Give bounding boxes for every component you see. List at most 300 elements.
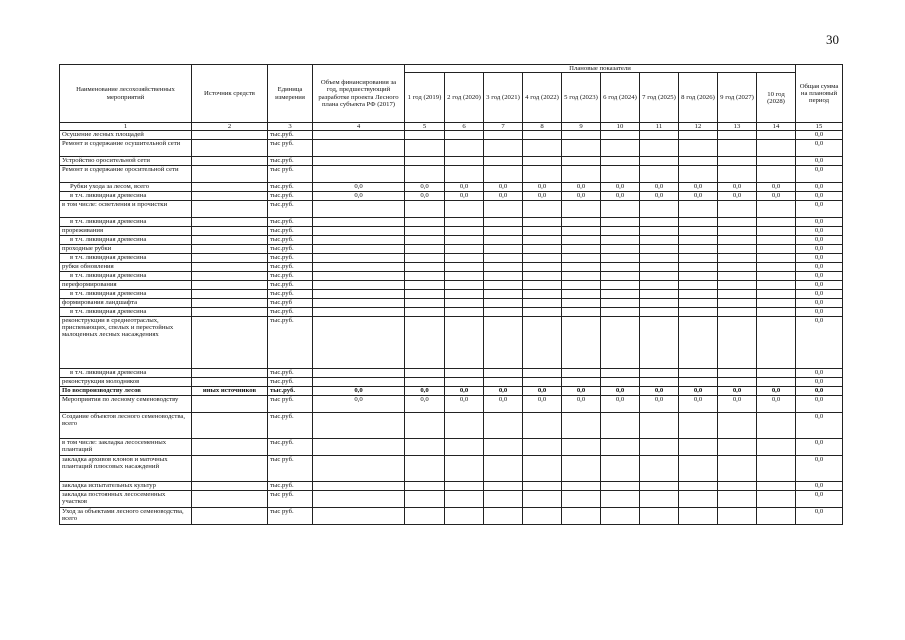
total-value: 0,0 (796, 166, 843, 183)
year-value (445, 369, 484, 378)
year-value (640, 254, 679, 263)
table-row (60, 369, 843, 378)
column-number: 4 (313, 123, 405, 131)
unit-cell: тыс.руб. (268, 317, 313, 369)
year-value (405, 263, 445, 272)
unit-cell: тыс.руб. (268, 281, 313, 290)
base-volume (313, 369, 405, 378)
activity-name: Рубки ухода за лесом, всего (60, 183, 192, 192)
total-value: 0,0 (796, 396, 843, 413)
base-volume (313, 201, 405, 218)
year-value (445, 254, 484, 263)
table-row (60, 192, 843, 201)
unit-cell: тыс.руб. (268, 272, 313, 281)
unit-cell: тыс.руб. (268, 387, 313, 396)
year-value (405, 236, 445, 245)
year-value (757, 456, 796, 482)
year-value (718, 456, 757, 482)
year-value (679, 236, 718, 245)
year-value (718, 254, 757, 263)
table-row (60, 378, 843, 387)
total-value: 0,0 (796, 218, 843, 227)
year-value (445, 236, 484, 245)
table-row (60, 299, 843, 308)
total-value: 0,0 (796, 299, 843, 308)
total-value: 0,0 (796, 183, 843, 192)
year-value (640, 157, 679, 166)
unit-cell: тыс.руб. (268, 157, 313, 166)
table-row (60, 290, 843, 299)
table-row (60, 183, 843, 192)
activity-name: реконструкции в среднеотраслых, приспевающих, спелых и перестойных малоценных лесных насаждениях (60, 317, 192, 369)
funding-source (192, 369, 268, 378)
total-value: 0,0 (796, 281, 843, 290)
table-row (60, 157, 843, 166)
unit-cell: тыс.руб. (268, 183, 313, 192)
year-value: 0,0 (640, 387, 679, 396)
year-value (757, 439, 796, 456)
year-value (757, 378, 796, 387)
header-planned: Плановые показатели (405, 65, 796, 73)
total-value: 0,0 (796, 192, 843, 201)
year-value (523, 317, 562, 369)
year-value: 0,0 (562, 387, 601, 396)
activity-name: в т.ч. ликвидная древесина (60, 272, 192, 281)
activity-name: рубки обновления (60, 263, 192, 272)
activity-name: Мероприятия по лесному семеноводству (60, 396, 192, 413)
year-value: 0,0 (405, 183, 445, 192)
year-value (757, 308, 796, 317)
funding-source (192, 439, 268, 456)
year-value (445, 508, 484, 525)
base-volume (313, 456, 405, 482)
base-volume: 0,0 (313, 387, 405, 396)
year-value (640, 263, 679, 272)
year-value (484, 482, 523, 491)
year-value: 0,0 (640, 183, 679, 192)
year-value (445, 272, 484, 281)
year-value (405, 281, 445, 290)
year-value: 0,0 (757, 183, 796, 192)
table-row (60, 413, 843, 439)
year-value (640, 201, 679, 218)
year-value (562, 378, 601, 387)
year-value (679, 290, 718, 299)
year-value (601, 439, 640, 456)
table-row (60, 272, 843, 281)
table-row (60, 317, 843, 369)
year-value (718, 508, 757, 525)
year-value (679, 508, 718, 525)
total-value: 0,0 (796, 263, 843, 272)
year-value (757, 317, 796, 369)
year-value (484, 290, 523, 299)
year-value: 0,0 (718, 396, 757, 413)
table-row (60, 236, 843, 245)
year-value: 0,0 (679, 396, 718, 413)
activity-name: Создание объектов лесного семеноводства, всего (60, 413, 192, 439)
year-value (679, 308, 718, 317)
table-row (60, 227, 843, 236)
year-value: 0,0 (405, 396, 445, 413)
year-value (601, 482, 640, 491)
column-number: 11 (640, 123, 679, 131)
year-value (757, 482, 796, 491)
total-value: 0,0 (796, 491, 843, 508)
column-number: 12 (679, 123, 718, 131)
year-value (562, 140, 601, 157)
year-value (445, 140, 484, 157)
column-number: 14 (757, 123, 796, 131)
year-value (484, 218, 523, 227)
year-value (484, 508, 523, 525)
base-volume (313, 413, 405, 439)
year-value (679, 369, 718, 378)
unit-cell: тыс.руб (268, 299, 313, 308)
year-value (523, 140, 562, 157)
year-value (679, 201, 718, 218)
year-value (757, 218, 796, 227)
base-volume (313, 254, 405, 263)
year-value (445, 201, 484, 218)
year-value (405, 413, 445, 439)
year-value (562, 413, 601, 439)
year-value: 0,0 (484, 387, 523, 396)
year-value: 0,0 (484, 192, 523, 201)
year-value (718, 227, 757, 236)
year-value (640, 236, 679, 245)
base-volume (313, 482, 405, 491)
year-value: 0,0 (523, 192, 562, 201)
year-value (718, 369, 757, 378)
total-value: 0,0 (796, 439, 843, 456)
year-value (718, 140, 757, 157)
year-value (405, 254, 445, 263)
year-value (679, 378, 718, 387)
funding-source (192, 183, 268, 192)
year-value (562, 369, 601, 378)
year-value: 0,0 (757, 387, 796, 396)
base-volume (313, 290, 405, 299)
funding-source (192, 157, 268, 166)
year-value (484, 369, 523, 378)
year-value (718, 299, 757, 308)
base-volume: 0,0 (313, 192, 405, 201)
activity-name: закладка постоянных лесосеменных участков (60, 491, 192, 508)
year-value (679, 263, 718, 272)
year-value (679, 317, 718, 369)
column-number: 15 (796, 123, 843, 131)
year-value (445, 166, 484, 183)
funding-source (192, 227, 268, 236)
funding-source (192, 192, 268, 201)
total-value: 0,0 (796, 245, 843, 254)
year-value (484, 456, 523, 482)
table-row (60, 245, 843, 254)
year-value (718, 236, 757, 245)
year-value (523, 439, 562, 456)
year-value (640, 299, 679, 308)
unit-cell: тыс.руб. (268, 413, 313, 439)
year-value (601, 491, 640, 508)
year-value (718, 166, 757, 183)
year-value (405, 317, 445, 369)
table-row (60, 140, 843, 157)
year-value (718, 157, 757, 166)
unit-cell: тыс руб. (268, 396, 313, 413)
total-value: 0,0 (796, 157, 843, 166)
year-value: 0,0 (601, 396, 640, 413)
year-value (601, 378, 640, 387)
year-value (523, 378, 562, 387)
year-value: 0,0 (562, 396, 601, 413)
year-value (757, 245, 796, 254)
year-value (601, 157, 640, 166)
year-value (679, 299, 718, 308)
funding-source (192, 491, 268, 508)
table-row (60, 254, 843, 263)
year-value (718, 378, 757, 387)
year-value (718, 131, 757, 140)
year-value (484, 439, 523, 456)
year-value: 0,0 (523, 387, 562, 396)
year-value (523, 299, 562, 308)
year-value (484, 254, 523, 263)
year-value (484, 299, 523, 308)
year-value (484, 166, 523, 183)
activity-name: в том числе: закладка лесосеменных плантаций (60, 439, 192, 456)
year-value (757, 140, 796, 157)
total-value: 0,0 (796, 387, 843, 396)
unit-cell: тыс.руб. (268, 439, 313, 456)
year-value (445, 456, 484, 482)
year-value (523, 482, 562, 491)
year-value (445, 281, 484, 290)
year-value (601, 131, 640, 140)
year-value (523, 491, 562, 508)
activity-name: проходные рубки (60, 245, 192, 254)
table-row (60, 308, 843, 317)
year-value (679, 227, 718, 236)
year-value (445, 308, 484, 317)
funding-source (192, 245, 268, 254)
year-value (445, 290, 484, 299)
year-value (718, 281, 757, 290)
year-value (679, 245, 718, 254)
activity-name: Устройство оросительной сети (60, 157, 192, 166)
year-value (601, 166, 640, 183)
column-number: 10 (601, 123, 640, 131)
total-value: 0,0 (796, 369, 843, 378)
year-value (445, 245, 484, 254)
base-volume (313, 245, 405, 254)
year-value (562, 439, 601, 456)
base-volume (313, 439, 405, 456)
year-value (405, 131, 445, 140)
header-year: 6 год (2024) (601, 73, 640, 123)
year-value (718, 290, 757, 299)
year-value (484, 157, 523, 166)
year-value (679, 131, 718, 140)
table-row (60, 201, 843, 218)
year-value (405, 482, 445, 491)
year-value (679, 439, 718, 456)
unit-cell: тыс.руб. (268, 308, 313, 317)
header-year: 7 год (2025) (640, 73, 679, 123)
year-value (445, 227, 484, 236)
activity-name: Ремонт и содержание осушительной сети (60, 140, 192, 157)
funding-source (192, 218, 268, 227)
year-value (445, 482, 484, 491)
activity-name: в т.ч. ликвидная древесина (60, 236, 192, 245)
column-number: 3 (268, 123, 313, 131)
year-value (484, 263, 523, 272)
year-value (484, 378, 523, 387)
activity-name: в т.ч. ликвидная древесина (60, 218, 192, 227)
year-value (405, 218, 445, 227)
year-value (562, 157, 601, 166)
year-value (757, 369, 796, 378)
unit-cell: тыс руб. (268, 166, 313, 183)
year-value (445, 439, 484, 456)
year-value (679, 254, 718, 263)
unit-cell: тыс руб. (268, 140, 313, 157)
activity-name: По воспроизводству лесов (60, 387, 192, 396)
year-value (484, 140, 523, 157)
page-number: 30 (826, 32, 839, 47)
year-value (484, 245, 523, 254)
funding-source (192, 482, 268, 491)
year-value (523, 254, 562, 263)
year-value (718, 413, 757, 439)
year-value (562, 482, 601, 491)
year-value (523, 227, 562, 236)
year-value (601, 254, 640, 263)
year-value (445, 299, 484, 308)
year-value: 0,0 (601, 183, 640, 192)
base-volume (313, 166, 405, 183)
year-value (757, 236, 796, 245)
year-value (640, 227, 679, 236)
base-volume (313, 317, 405, 369)
year-value: 0,0 (640, 396, 679, 413)
activity-name: Ремонт и содержание оросительной сети (60, 166, 192, 183)
year-value (640, 290, 679, 299)
year-value: 0,0 (405, 192, 445, 201)
year-value (640, 272, 679, 281)
year-value (562, 299, 601, 308)
year-value (640, 131, 679, 140)
table-row (60, 281, 843, 290)
year-value (445, 157, 484, 166)
year-value (562, 254, 601, 263)
base-volume (313, 308, 405, 317)
year-value (523, 218, 562, 227)
base-volume (313, 140, 405, 157)
unit-cell: тыс руб. (268, 508, 313, 525)
total-value: 0,0 (796, 131, 843, 140)
year-value (562, 290, 601, 299)
year-value: 0,0 (445, 183, 484, 192)
table-row (60, 491, 843, 508)
unit-cell: тыс.руб. (268, 218, 313, 227)
year-value (640, 482, 679, 491)
funding-source (192, 140, 268, 157)
year-value: 0,0 (640, 192, 679, 201)
funding-source: иных источников (192, 387, 268, 396)
year-value (640, 317, 679, 369)
year-value (562, 227, 601, 236)
column-number: 13 (718, 123, 757, 131)
year-value (718, 308, 757, 317)
unit-cell: тыс руб. (268, 491, 313, 508)
year-value (601, 369, 640, 378)
year-value (601, 201, 640, 218)
year-value (405, 439, 445, 456)
year-value (718, 317, 757, 369)
year-value (718, 272, 757, 281)
activity-name: реконструкция молодняков (60, 378, 192, 387)
header-year: 8 год (2026) (679, 73, 718, 123)
year-value (445, 491, 484, 508)
year-value (484, 281, 523, 290)
unit-cell: тыс.руб. (268, 369, 313, 378)
year-value (679, 281, 718, 290)
year-value (718, 218, 757, 227)
year-value (679, 157, 718, 166)
unit-cell: тыс.руб. (268, 254, 313, 263)
year-value (562, 131, 601, 140)
year-value (484, 236, 523, 245)
year-value (405, 378, 445, 387)
funding-source (192, 290, 268, 299)
activity-name: Осушение лесных площадей (60, 131, 192, 140)
header-name: Наименование лесохозяйственных мероприятий (60, 65, 192, 123)
unit-cell: тыс.руб. (268, 236, 313, 245)
base-volume (313, 218, 405, 227)
year-value: 0,0 (718, 192, 757, 201)
total-value: 0,0 (796, 201, 843, 218)
year-value (718, 245, 757, 254)
year-value (640, 491, 679, 508)
year-value (718, 201, 757, 218)
activity-name: закладка архивов клонов и маточных плантаций плюсовых насаждений (60, 456, 192, 482)
total-value: 0,0 (796, 227, 843, 236)
year-value (679, 413, 718, 439)
year-value (601, 290, 640, 299)
year-value (445, 413, 484, 439)
year-value (601, 456, 640, 482)
year-value (601, 308, 640, 317)
year-value (405, 491, 445, 508)
year-value (523, 308, 562, 317)
unit-cell: тыс.руб. (268, 482, 313, 491)
funding-source (192, 166, 268, 183)
year-value (601, 413, 640, 439)
header-year: 9 год (2027) (718, 73, 757, 123)
header-year: 3 год (2021) (484, 73, 523, 123)
year-value (601, 299, 640, 308)
total-value: 0,0 (796, 317, 843, 369)
total-value: 0,0 (796, 482, 843, 491)
year-value (679, 491, 718, 508)
year-value (757, 299, 796, 308)
year-value: 0,0 (562, 183, 601, 192)
base-volume: 0,0 (313, 396, 405, 413)
year-value (640, 281, 679, 290)
year-value (679, 166, 718, 183)
base-volume (313, 236, 405, 245)
